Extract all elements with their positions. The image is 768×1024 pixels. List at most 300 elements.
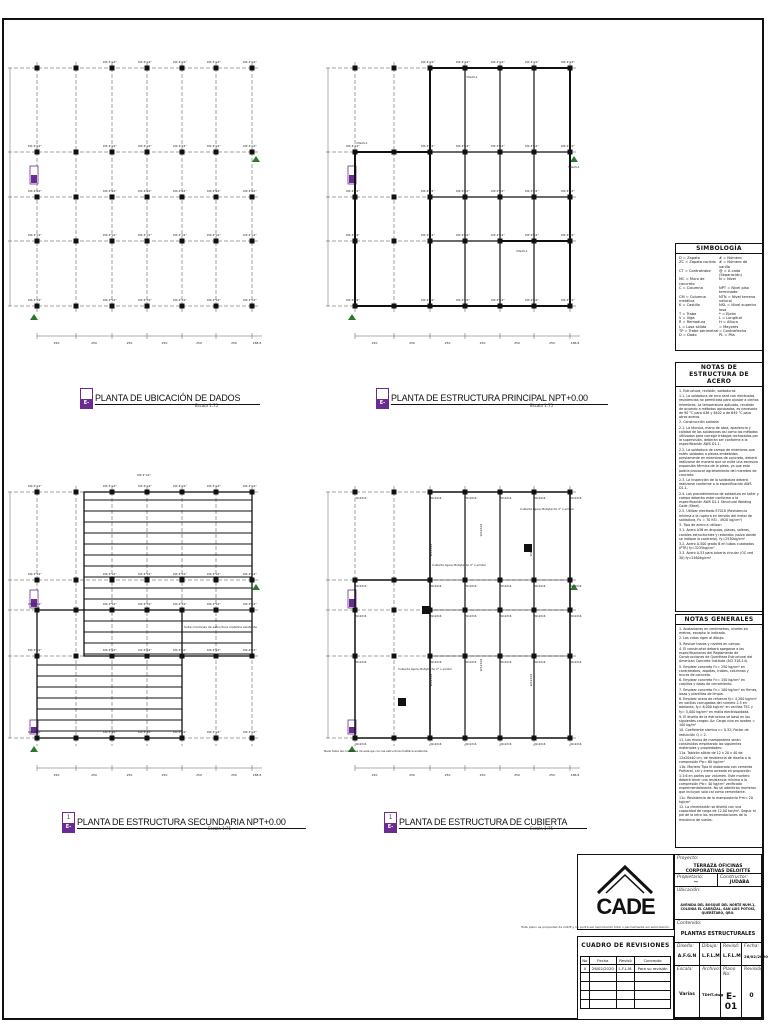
column <box>392 736 397 741</box>
column <box>74 654 79 659</box>
dimension-label: 250 <box>161 341 168 345</box>
tb-proyecto-value: TERRAZA OFICINAS CORPORATIVAS DELOITTE <box>685 864 751 874</box>
simbologia-item: H = Altura <box>719 320 738 325</box>
simbologia-item: # = Número <box>719 256 742 260</box>
plan-3-scale: Escala 1:75 <box>208 826 232 831</box>
column <box>463 239 468 244</box>
dado <box>35 66 40 71</box>
dado-label: DR 4"x2" <box>173 189 187 193</box>
dado <box>74 66 79 71</box>
column <box>568 195 573 200</box>
notas-generales-list <box>676 625 762 825</box>
dado <box>180 239 185 244</box>
simbologia-item: PL = Pila <box>719 333 735 338</box>
tb-contenido <box>674 919 762 943</box>
beam-label: W12X16 <box>534 615 546 618</box>
note-item: 5. Emplear concreto f'c= 250 kg/cm² en contratrabes, zapatas, trabes, columnas y muros de concreto. <box>679 664 749 678</box>
dado <box>250 239 255 244</box>
simbologia-item: CT = Contratrabe <box>679 268 711 273</box>
dado <box>74 195 79 200</box>
cubierta-note: Cubierta ligera Multytecho 2" o similar <box>432 563 487 567</box>
tb-archivo-label: Archivo: <box>702 967 721 972</box>
tb-diseno-label: Diseño: <box>677 944 694 949</box>
beam-label: W12X16 <box>500 497 512 500</box>
dado <box>145 239 150 244</box>
note-item: 3. Tipo de acero a utilizar: <box>679 523 722 528</box>
note-item: 2.1. La técnica, mano de obra, apariencia y calidad de las soldaduras así como los métodos utilizados para corregir trabajos rechazados por la supervisión, deberán ser conforme a la especificación AWS D1.1. <box>679 425 758 447</box>
dado <box>250 66 255 71</box>
tb-ubicacion-value: AVENIDA DEL BOSQUE DEL NORTE NUM.1, COLONIA EL CARRIZAL, SAN LUIS POTOSÍ, QUERÉTARO, QRO. <box>680 903 756 915</box>
column <box>463 304 468 309</box>
note-item: 11c. Resistencia de la mampostería f*m= 20 kg/cm² <box>679 795 753 804</box>
simbologia-item: N = Nivel <box>719 277 737 282</box>
column-label: DR 4"x2" <box>103 648 117 652</box>
note-item: 1.1. La soldadura de arco será con electrodos resistencias no permitidas para ajustar a ciertos miembros. La temperatura aplicada, rendirán de acuerdo a métodos aprobados, es necesario de 90 °C para A36 y 8402 o de 649 °C para otros aceros. <box>679 394 759 420</box>
column <box>463 195 468 200</box>
note-item: 3. Revisar trazos y niveles en campo. <box>679 641 741 646</box>
dimension-label: 250 <box>53 773 60 777</box>
column-label: DR 4"x2" <box>173 602 187 606</box>
dado <box>180 150 185 155</box>
tb-constructor-label: Constructor: <box>720 875 748 880</box>
dado-label: DR 4"x2" <box>138 298 152 302</box>
column-label: DR 4"x2" <box>173 484 187 488</box>
column <box>392 239 397 244</box>
column <box>532 608 537 613</box>
dimension-label: 188.8 <box>570 773 580 777</box>
column <box>498 490 503 495</box>
beam-label-vertical: W12X16 <box>529 673 533 687</box>
column <box>463 608 468 613</box>
dado <box>180 195 185 200</box>
column-label: DR 4"x2" <box>173 730 187 734</box>
column <box>74 608 79 613</box>
column-label: DR 4"x2" <box>346 144 360 148</box>
dimension-label: 250 <box>514 773 520 777</box>
dado <box>214 239 219 244</box>
beam-label: W12X16 <box>465 585 477 588</box>
note-item: 2. Construcción soldada <box>679 420 719 425</box>
level-marker-icon <box>348 314 356 320</box>
dado-label: DR 4"x2" <box>243 233 257 237</box>
column <box>532 490 537 495</box>
tb-plano-label: Plano No: <box>723 967 736 977</box>
beam-label: W12X16 <box>534 497 546 500</box>
column-label: DR 4"x2" <box>561 189 575 193</box>
dado-label: DR 4"x2" <box>138 233 152 237</box>
simbologia-item: L = Losa sólida <box>679 324 707 329</box>
column <box>428 736 433 741</box>
logo-panel <box>577 854 674 930</box>
cubierta-note: Cubierta ligera Multytecho 2" o similar <box>398 667 453 671</box>
column-label: DR 4"x2" <box>491 60 505 64</box>
column-label: DR 4"x2" <box>207 730 221 734</box>
column-label: DR 4"x2" <box>28 484 42 488</box>
column-label: DR 4"x2" <box>173 572 187 576</box>
column-label: DR 4"x2" <box>525 298 539 302</box>
plan-estructura-principal <box>322 56 584 368</box>
beam-label: W12X16 <box>500 585 512 588</box>
dado-label: DR 4"x2" <box>243 189 257 193</box>
dimension-label: 250 <box>231 341 237 345</box>
simbologia-item: ZC = Zapata corrida <box>679 260 716 265</box>
column <box>532 654 537 659</box>
column-label: DR 4"x2" <box>561 60 575 64</box>
dado <box>214 150 219 155</box>
beam-label-vertical: W12X16 <box>429 543 433 557</box>
dado-label: DR 4"x2" <box>28 144 42 148</box>
level-marker-icon <box>30 314 38 320</box>
notas-acero-panel <box>675 362 763 612</box>
tb-dibujo-value: L.F.L.M. <box>702 954 722 959</box>
dimension-label: 250 <box>549 773 555 777</box>
dado-label: DR 4"x2" <box>103 298 117 302</box>
column <box>353 195 358 200</box>
column <box>392 608 397 613</box>
simbologia-item: @ = A cada (Separación) <box>719 268 742 278</box>
column <box>498 239 503 244</box>
dado-label: DR 4"x2" <box>243 144 257 148</box>
column <box>145 654 150 659</box>
column-label: DR 4"x2" <box>28 730 42 734</box>
note-item: 3.2. Acero A-500 grado B en tubos cuadrados (PTR) fy=3235kg/cm² <box>679 541 755 551</box>
revisiones-cell: 0 <box>581 965 590 973</box>
column-label: DR 4"x2" <box>138 484 152 488</box>
dado <box>35 239 40 244</box>
column-label: DR 4"x2" <box>103 730 117 734</box>
dado <box>35 195 40 200</box>
beam-label: W12X16 <box>355 743 367 746</box>
plan-4-title: PLANTA DE ESTRUCTURA DE CUBIERTA <box>399 817 587 829</box>
revisiones-cell: Para su revisión <box>635 965 671 973</box>
column <box>392 195 397 200</box>
note-item: 11a. Tabicón sólido de 12 x 20 x 40 de 12x20x40 cm, de resistencia de diseño a la compresión f*p= 60 kg/cm² <box>679 751 751 764</box>
dado <box>214 304 219 309</box>
column <box>428 195 433 200</box>
column <box>428 654 433 659</box>
dado-label: DR 4"x2" <box>138 60 152 64</box>
column-label: DR 4"x2" <box>138 602 152 606</box>
simbologia-item: T = Trabe <box>679 311 697 316</box>
plan-2-title: PLANTA DE ESTRUCTURA PRINCIPAL NPT+0.00 <box>391 393 608 405</box>
beam-label: W12X16 <box>534 661 546 664</box>
dado-label: DR 4"x2" <box>28 233 42 237</box>
simbologia-item: = Mayores <box>719 324 739 329</box>
column-label: DR 4"x2" <box>456 189 470 193</box>
column <box>463 736 468 741</box>
simbologia-item: NSL = Nivel superior losa <box>719 303 757 312</box>
column-label: DR 4"x2" <box>491 189 505 193</box>
dado <box>110 304 115 309</box>
column <box>35 736 40 741</box>
column-label: DR 4"x2" <box>456 233 470 237</box>
column-label: DR 4"x2" <box>28 602 42 606</box>
beam-label: W12X16 <box>430 743 442 746</box>
dado <box>250 195 255 200</box>
column <box>463 654 468 659</box>
plan-1-scale: Escala 1:75 <box>195 403 219 408</box>
revisiones-header: Fecha <box>589 957 616 965</box>
tb-contenido-label: Contenido: <box>677 921 702 926</box>
column-label: DR 4"x2" <box>421 60 435 64</box>
beam-label: W12X16 <box>355 615 367 618</box>
dado-label: DR 4"x2" <box>207 144 221 148</box>
column <box>568 239 573 244</box>
dado-label: DR 4"x2" <box>103 233 117 237</box>
level-marker-icon <box>252 156 260 162</box>
note-item: 1. Estructura, revisión, soldaduras <box>679 389 736 393</box>
column <box>145 578 150 583</box>
plan-2-tag: E-01 <box>376 388 389 409</box>
column-label: DR 4"x2" <box>243 648 257 652</box>
column <box>353 66 358 71</box>
column <box>428 304 433 309</box>
column-label: DR 4"x2" <box>421 298 435 302</box>
dado <box>145 304 150 309</box>
column <box>110 578 115 583</box>
simbologia-item: MC = Muro de concreto <box>679 277 705 286</box>
tb-reviso-label: Revisó: <box>723 944 740 949</box>
column <box>74 490 79 495</box>
column <box>353 736 358 741</box>
column-label: DR 4"x2" <box>28 648 42 652</box>
column-label: DR 4"x2" <box>456 144 470 148</box>
column-label: DR 4"x2" <box>421 189 435 193</box>
dimension-label: 250 <box>549 341 555 345</box>
plan-4-title-block <box>384 812 587 839</box>
dado-label: DR 4"x2" <box>207 298 221 302</box>
column-label: DR 4"x2" <box>525 60 539 64</box>
revisiones-header: Revisó <box>616 957 634 965</box>
notas-generales-panel <box>675 614 763 848</box>
column <box>180 736 185 741</box>
beam-label-vertical: W12X16 <box>479 523 483 537</box>
tb-proyecto <box>674 854 762 874</box>
dado-label: DR 4"x2" <box>103 189 117 193</box>
dado <box>250 304 255 309</box>
dimension-label: 250 <box>371 341 378 345</box>
dado <box>35 150 40 155</box>
footnote: Este plano es propiedad de CADE y no podrá ser reproducido total o parcialmente sin autorización. <box>521 925 670 929</box>
column <box>568 578 573 583</box>
dado <box>110 66 115 71</box>
simbologia-item: NPT = Nivel piso terminado <box>719 286 749 295</box>
column-label: DR 4"x2" <box>173 648 187 652</box>
column-label: DR 4"x2" <box>207 648 221 652</box>
column <box>35 654 40 659</box>
beam-label: VIGAS-1 <box>516 249 528 253</box>
note-item: 11b. Mortero Tipo III elaborado con cemento Portland, cal y arena arreada en proporción 1:1:6 en partes por volumen. Este mortero deberá tener una resistencia mínima a la compresión f*b= 40 kg/cm² verificada experimentalmente. No se admitirán morteros que incluyan solo cal como cementante. <box>679 765 756 795</box>
tb-ubicacion <box>674 886 762 920</box>
tb-diseno <box>674 942 700 966</box>
column-label: DR 4"x2" <box>243 572 257 576</box>
column-label: DR 4"x2" <box>103 602 117 606</box>
tb-escala <box>674 965 700 1019</box>
note-item: 3.3. Acero A-53 para tubería circular (OC ced 30) fy=2460kg/cm² <box>679 551 754 560</box>
column-label: DR 4"x2" <box>137 473 151 477</box>
dimension-label: 250 <box>444 773 451 777</box>
column-label: DR 4"x2" <box>138 648 152 652</box>
level-marker-icon <box>570 156 578 162</box>
note-item: 2.4. Los procedimientos de soldadura en taller y campo deberán estar conforme a la especificación AWS D1.1 Structural Welding Code (Steel). <box>679 491 759 509</box>
note-item: 4. El constructor deberá apegarse a las especificaciones del Reglamento de Construcciones de Querétaro Estructural del American Concrete Institute (ACI 318-14). <box>679 646 753 664</box>
tb-escala-label: Escala: <box>677 967 693 972</box>
column <box>110 736 115 741</box>
dado <box>180 66 185 71</box>
column-label: DR 4"x2" <box>525 189 539 193</box>
column <box>392 578 397 583</box>
dado-label: DR 4"x2" <box>173 60 187 64</box>
column-label: DR 4"x2" <box>525 144 539 148</box>
cubierta-existing-note: Nivel Sube las columnas de este eje con las estructura metálica existente <box>324 749 428 753</box>
column-label: DR 4"x2" <box>561 233 575 237</box>
dado <box>145 195 150 200</box>
column <box>250 608 255 613</box>
dado-label: DR 4"x2" <box>28 189 42 193</box>
column <box>532 239 537 244</box>
title-block <box>674 854 768 1018</box>
dimension-label: 250 <box>161 773 168 777</box>
column <box>353 239 358 244</box>
note-item: 11. Los muros de mampostería serán construidos empleando los siguientes materiales y propiedades: <box>679 737 742 751</box>
note-item: 2.2. La soldadura de campo de miembros que estén soldados a piezas embebidas previamente en miembros de concreto, deberá realizarse de manera que se evite una excesiva expansión térmica de la pieza, ya que esto podría provocar agrietamiento del miembro de concreto. <box>679 447 758 477</box>
secondary-frame <box>37 610 182 738</box>
dado-label: DR 4"x2" <box>173 144 187 148</box>
dimension-label: 250 <box>409 341 415 345</box>
column <box>532 195 537 200</box>
dado-label: DR 4"x2" <box>138 189 152 193</box>
beam-label: W12X16 <box>465 497 477 500</box>
dado-label: DR 4"x2" <box>138 144 152 148</box>
column <box>145 608 150 613</box>
column <box>428 239 433 244</box>
column <box>392 150 397 155</box>
beam-label: W12X16 <box>534 743 546 746</box>
tb-plano <box>720 965 742 1019</box>
column-label: DR 4"x2" <box>103 484 117 488</box>
column <box>214 578 219 583</box>
note-item: 9. El diseño de la estructura se basó en las siguientes cargas: Az: Carga viva en azotea = 100 kg/m² <box>679 714 755 728</box>
plan-estructura-secundaria <box>4 470 266 800</box>
beam-label: W12X16 <box>430 585 442 588</box>
tb-reviso <box>720 942 742 966</box>
note-item: 1. Acotaciones en centímetros, niveles en metros, excepto lo indicado. <box>679 627 748 636</box>
tb-proyecto-label: Proyecto: <box>677 856 699 861</box>
column <box>532 578 537 583</box>
column <box>463 150 468 155</box>
column <box>145 736 150 741</box>
plan-3-title: PLANTA DE ESTRUCTURA SECUNDARIA NPT+0.00 <box>77 817 306 829</box>
beam-label: W12X16 <box>355 497 367 500</box>
column-label: DR 4"x2" <box>207 602 221 606</box>
plan-1-title-block <box>80 388 260 415</box>
dado <box>74 239 79 244</box>
note-item: 10. Coeficiente sísmico c= 0.32; Factor de reducción Q = 2. <box>679 728 749 737</box>
simbologia-item: R = Remadura <box>679 320 706 325</box>
plan-4-scale: Escala 1:75 <box>530 826 554 831</box>
level-marker-icon <box>252 584 260 590</box>
tb-revision-label: Revisión: <box>744 967 765 972</box>
column <box>498 608 503 613</box>
dado-label: DR 4"x2" <box>173 298 187 302</box>
dimension-label: 250 <box>91 773 97 777</box>
dado <box>180 304 185 309</box>
dado <box>214 66 219 71</box>
column <box>180 608 185 613</box>
column-label: DR 4"x2" <box>243 484 257 488</box>
column <box>353 150 358 155</box>
column-label: DR 4"x2" <box>138 730 152 734</box>
revisiones-title: CUADRO DE REVISIONES <box>581 942 670 949</box>
tb-archivo-value: TDHT.dwg <box>702 992 724 997</box>
plan-ubicacion-dados <box>4 56 266 368</box>
dado-label: DR 4"x2" <box>173 233 187 237</box>
cade-logo-text: CADE <box>596 894 655 919</box>
column <box>568 654 573 659</box>
simbologia-item: * = Ejeón <box>719 311 737 316</box>
tb-archivo <box>699 965 724 1019</box>
column <box>428 66 433 71</box>
beam-label: W12X16 <box>500 615 512 618</box>
tb-fecha <box>741 942 768 966</box>
column <box>353 654 358 659</box>
dimension-label: 188.8 <box>252 341 262 345</box>
revisiones-header: No <box>582 958 588 963</box>
dado-label: DR 4"x2" <box>103 60 117 64</box>
dimension-label: 250 <box>514 341 520 345</box>
beam-label-vertical: W12X16 <box>429 673 433 687</box>
column <box>568 608 573 613</box>
column <box>110 608 115 613</box>
plan-estructura-cubierta <box>322 470 584 800</box>
dimension-label: 250 <box>126 341 133 345</box>
note-item: 2.3. La inspección de la soldadura deberá realizarse conforme a la especificación AWS D1.1. <box>679 478 752 491</box>
dimension-label: 188.8 <box>252 773 262 777</box>
dimension-label: 250 <box>479 773 486 777</box>
column <box>214 736 219 741</box>
column <box>498 654 503 659</box>
dado <box>250 150 255 155</box>
column-label: DR 4"x2" <box>561 298 575 302</box>
column <box>250 490 255 495</box>
beam-label: W12X16 <box>430 661 442 664</box>
tb-reviso-value: L.F.L.M. <box>723 954 743 959</box>
notas-acero-list <box>676 387 762 563</box>
beam-label: W12X16 <box>430 497 442 500</box>
tb-dibujo <box>699 942 721 966</box>
column-label: DR 4"x2" <box>561 144 575 148</box>
beam-label: W12X16 <box>570 743 582 746</box>
dimension-label: 250 <box>196 341 202 345</box>
revisiones-cell: L.F.L.M. <box>616 965 634 973</box>
beam-label: W12X16 <box>500 743 512 746</box>
column <box>498 736 503 741</box>
column-label: DR 4"x2" <box>421 144 435 148</box>
simbologia-item: V = Viga <box>679 316 695 321</box>
column <box>250 736 255 741</box>
plan-2-scale: Escala 1:75 <box>530 403 554 408</box>
dado <box>214 195 219 200</box>
tb-fecha-label: Fecha: <box>744 944 759 949</box>
simbologia-item: D = Zapata <box>679 256 700 260</box>
beam-label: VIGAS-1 <box>356 141 368 145</box>
beam-label: W12X16 <box>570 497 582 500</box>
column-label: DR 4"x2" <box>243 730 257 734</box>
dimension-label: 250 <box>479 341 486 345</box>
tb-diseno-value: A.F.G.N <box>677 954 697 959</box>
simbologia-title: SIMBOLOGÍA <box>676 244 762 254</box>
column <box>353 578 358 583</box>
